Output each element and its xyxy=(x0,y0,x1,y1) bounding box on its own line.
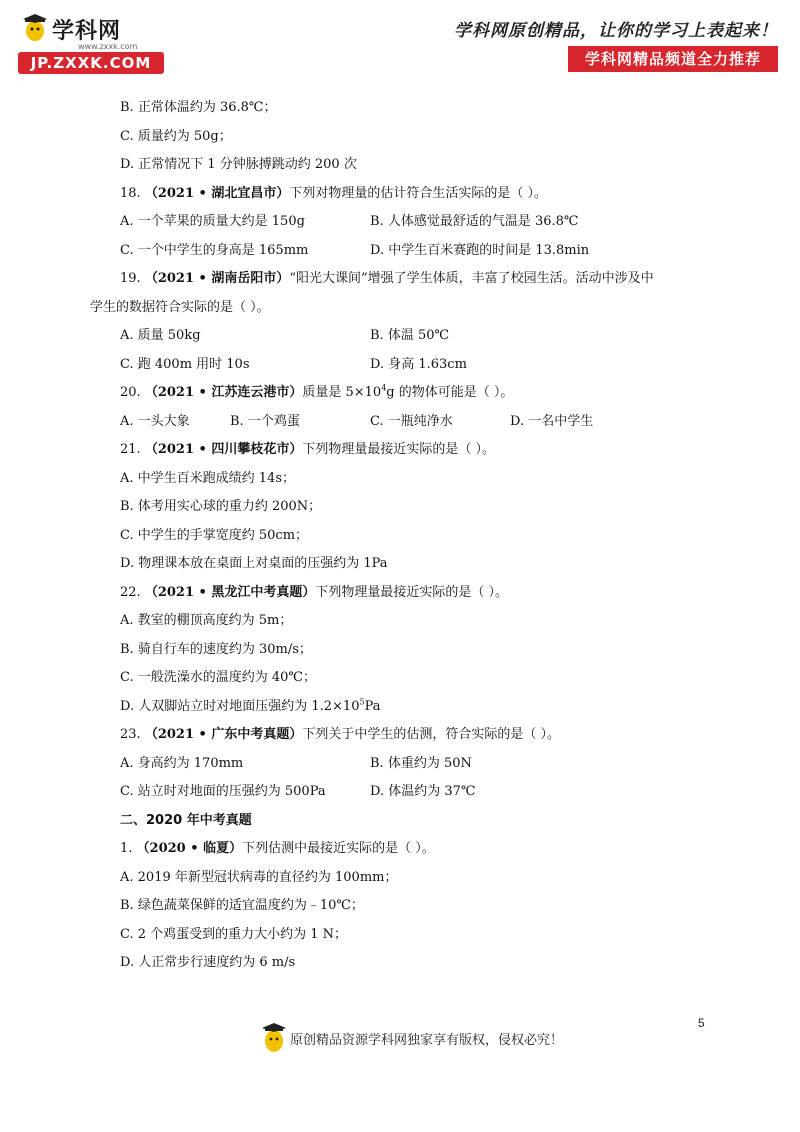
header-slogan: 学科网原创精品，让你的学习上表起来！ xyxy=(454,21,778,41)
mascot-icon xyxy=(22,14,48,42)
copyright-notice: 原创精品资源学科网独家享有版权，侵权必究！ xyxy=(290,1032,564,1048)
section-heading: 二、2020 年中考真题 xyxy=(120,812,252,828)
question-19: 19. （2021 • 湖南岳阳市）“阳光大课间”增强了学生体质，丰富了校园生活。活动中涉及中 xyxy=(120,271,654,286)
question-source: （2020 • 临夏） xyxy=(136,841,243,856)
option-line: B. 体考用实心球的重力约 200N； xyxy=(120,499,322,514)
question-source: （2021 • 湖南岳阳市） xyxy=(144,271,290,286)
option-line: A. 2019 年新型冠状病毒的直径约为 100mm； xyxy=(120,869,398,885)
option-line: D. 物理课本放在桌面上对桌面的压强约为 1Pa xyxy=(120,556,388,571)
option-line: B. 骑自行车的速度约为 30m/s； xyxy=(120,641,312,657)
options-row: A. 身高约为 170mm B. 体重约为 50N xyxy=(120,755,472,771)
question-22: 22. （2021 • 黑龙江中考真题）下列物理量最接近实际的是（ ）。 xyxy=(120,584,508,600)
option-line: C. 2 个鸡蛋受到的重力大小约为 1 N； xyxy=(120,926,348,942)
question-source: （2021 • 黑龙江中考真题） xyxy=(144,584,316,600)
logo-url: www.zxxk.com xyxy=(78,42,138,51)
option-line: D. 人正常步行速度约为 6 m/s xyxy=(120,955,296,970)
options-row: C. 一个中学生的身高是 165mm D. 中学生百米赛跑的时间是 13.8min xyxy=(120,242,590,258)
question-source: （2021 • 湖北宜昌市） xyxy=(144,185,290,201)
question-21: 21. （2021 • 四川攀枝花市）下列物理量最接近实际的是（ ）。 xyxy=(120,442,495,457)
question-source: （2021 • 四川攀枝花市） xyxy=(144,442,303,457)
question-20: 20. （2021 • 江苏连云港市）质量是 $5\times 10^4g$ 的物体可能是（ ）。 xyxy=(120,383,514,400)
recommend-banner: 学科网精品频道全力推荐 xyxy=(568,46,778,72)
options-row: C. 跑 400m 用时 10s D. 身高 1.63cm xyxy=(120,356,467,372)
question-source: （2021 • 江苏连云港市） xyxy=(144,385,303,400)
options-row: A. 质量 50kg B. 体温 50℃ xyxy=(120,328,450,343)
option-line: D. 正常情况下 1 分钟脉搏跳动约 200 次 xyxy=(120,157,357,172)
options-row: A. 一个苹果的质量大约是 150g B. 人体感觉最舒适的气温是 36.8℃ xyxy=(120,214,579,229)
question-18: 18. （2021 • 湖北宜昌市）下列对物理量的估计符合生活实际的是（ ）。 xyxy=(120,185,547,201)
question-23: 23. （2021 • 广东中考真题）下列关于中学生的估测，符合实际的是（ ）。 xyxy=(120,727,560,742)
logo-title: 学科网 xyxy=(52,19,122,44)
page-footer xyxy=(262,1020,563,1056)
question-content xyxy=(90,94,710,978)
zxxk-logo[interactable] xyxy=(18,12,168,74)
logo-jp-badge: JP.ZXXK.COM xyxy=(18,52,164,74)
option-line: A. 中学生百米跑成绩约 14s； xyxy=(120,470,295,486)
options-row: C. 站立时对地面的压强约为 500Pa D. 体温约为 37℃ xyxy=(120,784,476,799)
question-19-continued: 学生的数据符合实际的是（ ）。 xyxy=(90,299,270,315)
option-line: D. 人双脚站立时对地面压强约为 $1.2\times 10^5Pa$ xyxy=(120,697,381,714)
mascot-icon xyxy=(262,1023,286,1053)
option-line: A. 教室的棚顶高度约为 5m； xyxy=(120,613,293,628)
question-2020-1: 1. （2020 • 临夏）下列估测中最接近实际的是（ ）。 xyxy=(120,841,435,856)
option-line: B. 正常体温约为 36.8℃； xyxy=(120,100,277,115)
options-row: A. 一头大象 B. 一个鸡蛋 C. 一瓶纯净水 D. 一名中学生 xyxy=(120,413,594,429)
option-line: C. 中学生的手掌宽度约 50cm； xyxy=(120,527,309,543)
option-line: B. 绿色蔬菜保鲜的适宜温度约为﹣10℃； xyxy=(120,898,364,913)
page-number: 5 xyxy=(698,1016,705,1030)
question-source: （2021 • 广东中考真题） xyxy=(144,727,303,742)
option-line: C. 质量约为 50g； xyxy=(120,128,232,144)
page-header xyxy=(0,0,800,80)
option-line: C. 一般洗澡水的温度约为 40℃； xyxy=(120,670,316,685)
